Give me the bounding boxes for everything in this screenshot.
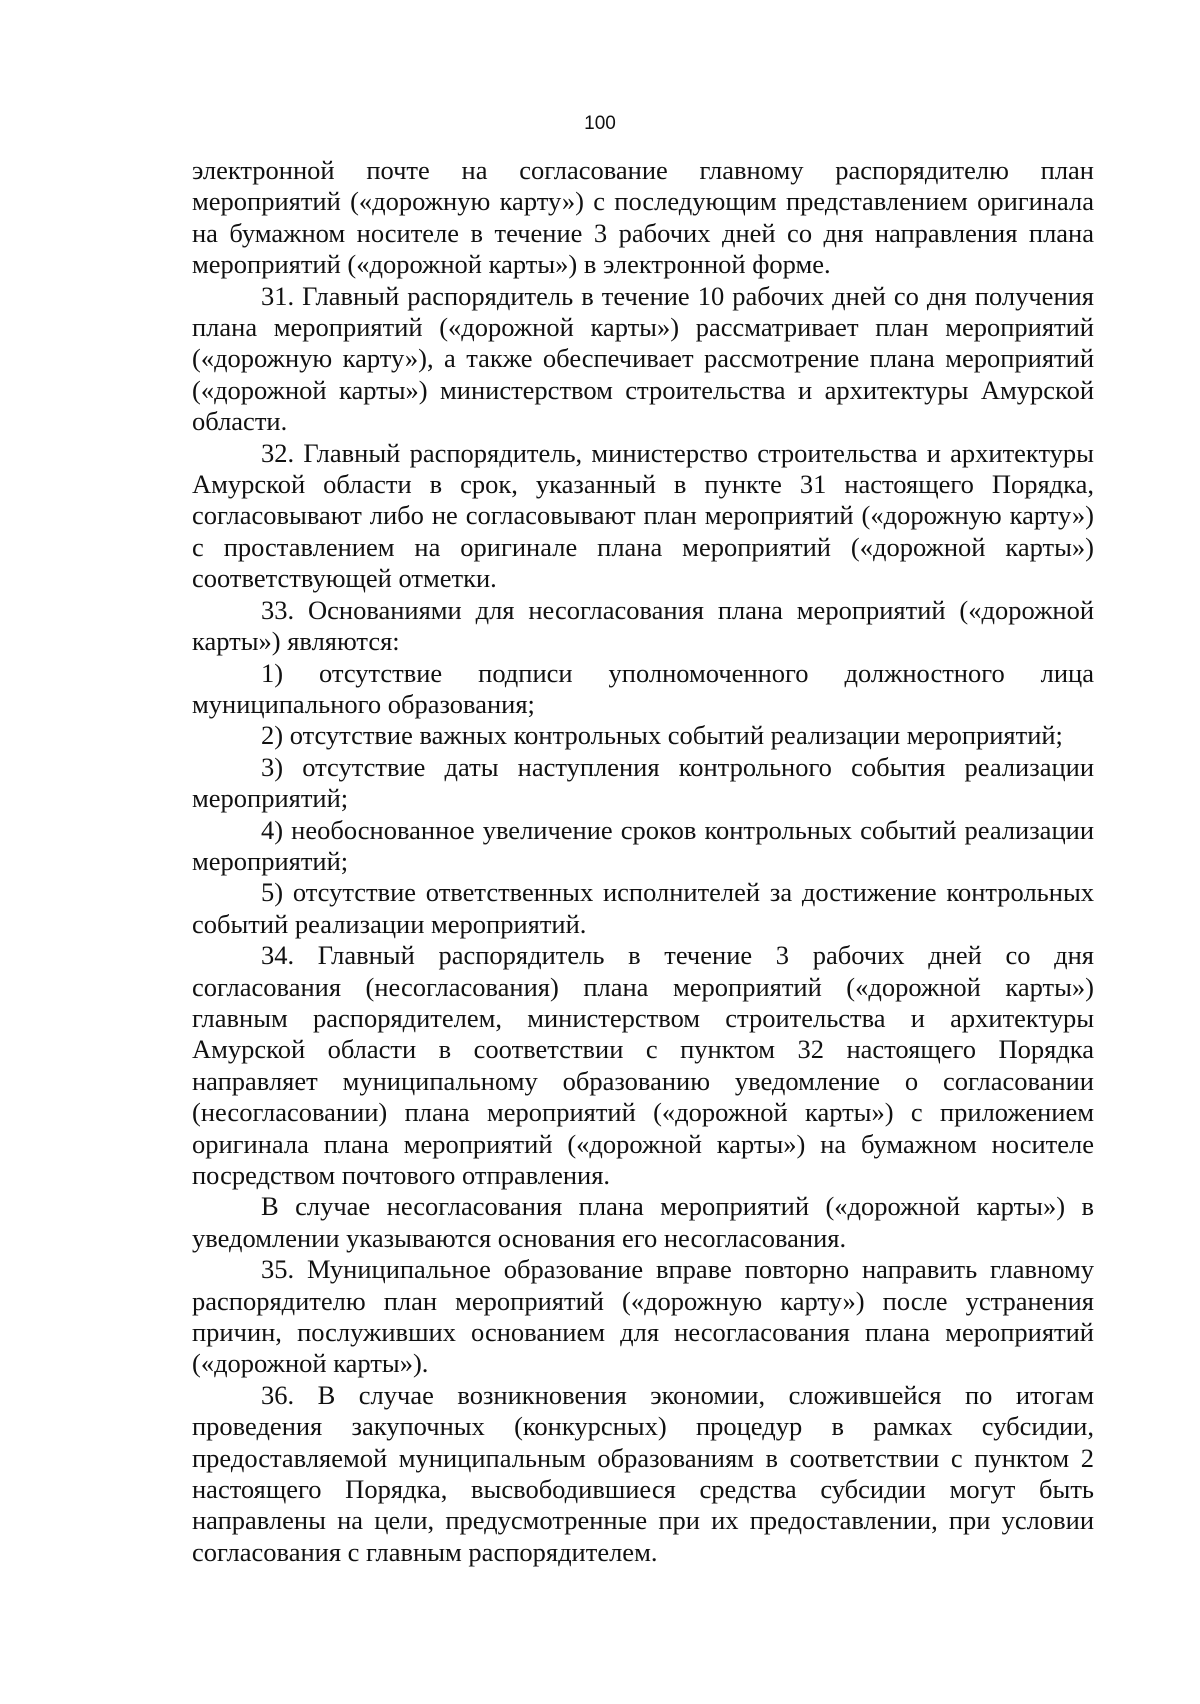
document-body: [192, 155, 1094, 1568]
page-number: 100: [584, 113, 616, 134]
paragraph-continuation: электронной почте на согласование главному распорядителю план мероприятий («дорожную карту») с последующим представлением оригинала на бумажном носителе в течение 3 рабочих дней со дня направления плана мероприятий («дорожной карты») в электронной форме.: [192, 155, 1094, 280]
list-item-1: 1) отсутствие подписи уполномоченного должностного лица муниципального образования;: [192, 657, 1094, 719]
list-item-4: 4) необоснованное увеличение сроков контрольных событий реализации мероприятий;: [192, 814, 1094, 876]
paragraph-item-32: 32. Главный распорядитель, министерство строительства и архитектуры Амурской области в срок, указанный в пункте 31 настоящего Порядка, согласовывают либо не согласовывают план мероприятий («дорожную карту») с проставлением на оригинале плана мероприятий («дорожной карты») соответствующей отметки.: [192, 437, 1094, 594]
list-item-2: 2) отсутствие важных контрольных событий реализации мероприятий;: [261, 720, 1063, 751]
list-item-5: 5) отсутствие ответственных исполнителей за достижение контрольных событий реализации мероприятий.: [192, 877, 1094, 939]
paragraph-item-35: 35. Муниципальное образование вправе повторно направить главному распорядителю план мероприятий («дорожную карту») после устранения причин, послуживших основанием для несогласования плана мероприятий («дорожной карты»).: [192, 1254, 1094, 1379]
list-item-3: 3) отсутствие даты наступления контрольного события реализации мероприятий;: [192, 751, 1094, 814]
paragraph-item-31: 31. Главный распорядитель в течение 10 рабочих дней со дня получения плана мероприятий («дорожной карты») рассматривает план мероприятий («дорожную карту»), а также обеспечивает рассмотрение плана мероприятий («дорожной карты») министерством строительства и архитектуры Амурской области.: [192, 280, 1094, 437]
paragraph-item-34-note: В случае несогласования плана мероприятий («дорожной карты») в уведомлении указываются основания его несогласования.: [192, 1191, 1094, 1253]
paragraph-item-36: 36. В случае возникновения экономии, сложившейся по итогам проведения закупочных (конкурсных) процедур в рамках субсидии, предоставляемой муниципальным образованиям в соответствии с пунктом 2 настоящего Порядка, высвободившиеся средства субсидии могут быть направлены на цели, предусмотренные при их предоставлении, при условии согласования с главным распорядителем.: [192, 1379, 1094, 1567]
paragraph-item-34: 34. Главный распорядитель в течение 3 рабочих дней со дня согласования (несогласования) плана мероприятий («дорожной карты») главным распорядителем, министерством строительства и архитектуры Амурской области в соответствии с пунктом 32 настоящего Порядка направляет муниципальному образованию уведомление о согласовании (несогласовании) плана мероприятий («дорожной карты») с приложением оригинала плана мероприятий («дорожной карты») на бумажном носителе посредством почтового отправления.: [192, 940, 1094, 1190]
paragraph-item-33: 33. Основаниями для несогласования плана мероприятий («дорожной карты») являются:: [192, 594, 1094, 657]
